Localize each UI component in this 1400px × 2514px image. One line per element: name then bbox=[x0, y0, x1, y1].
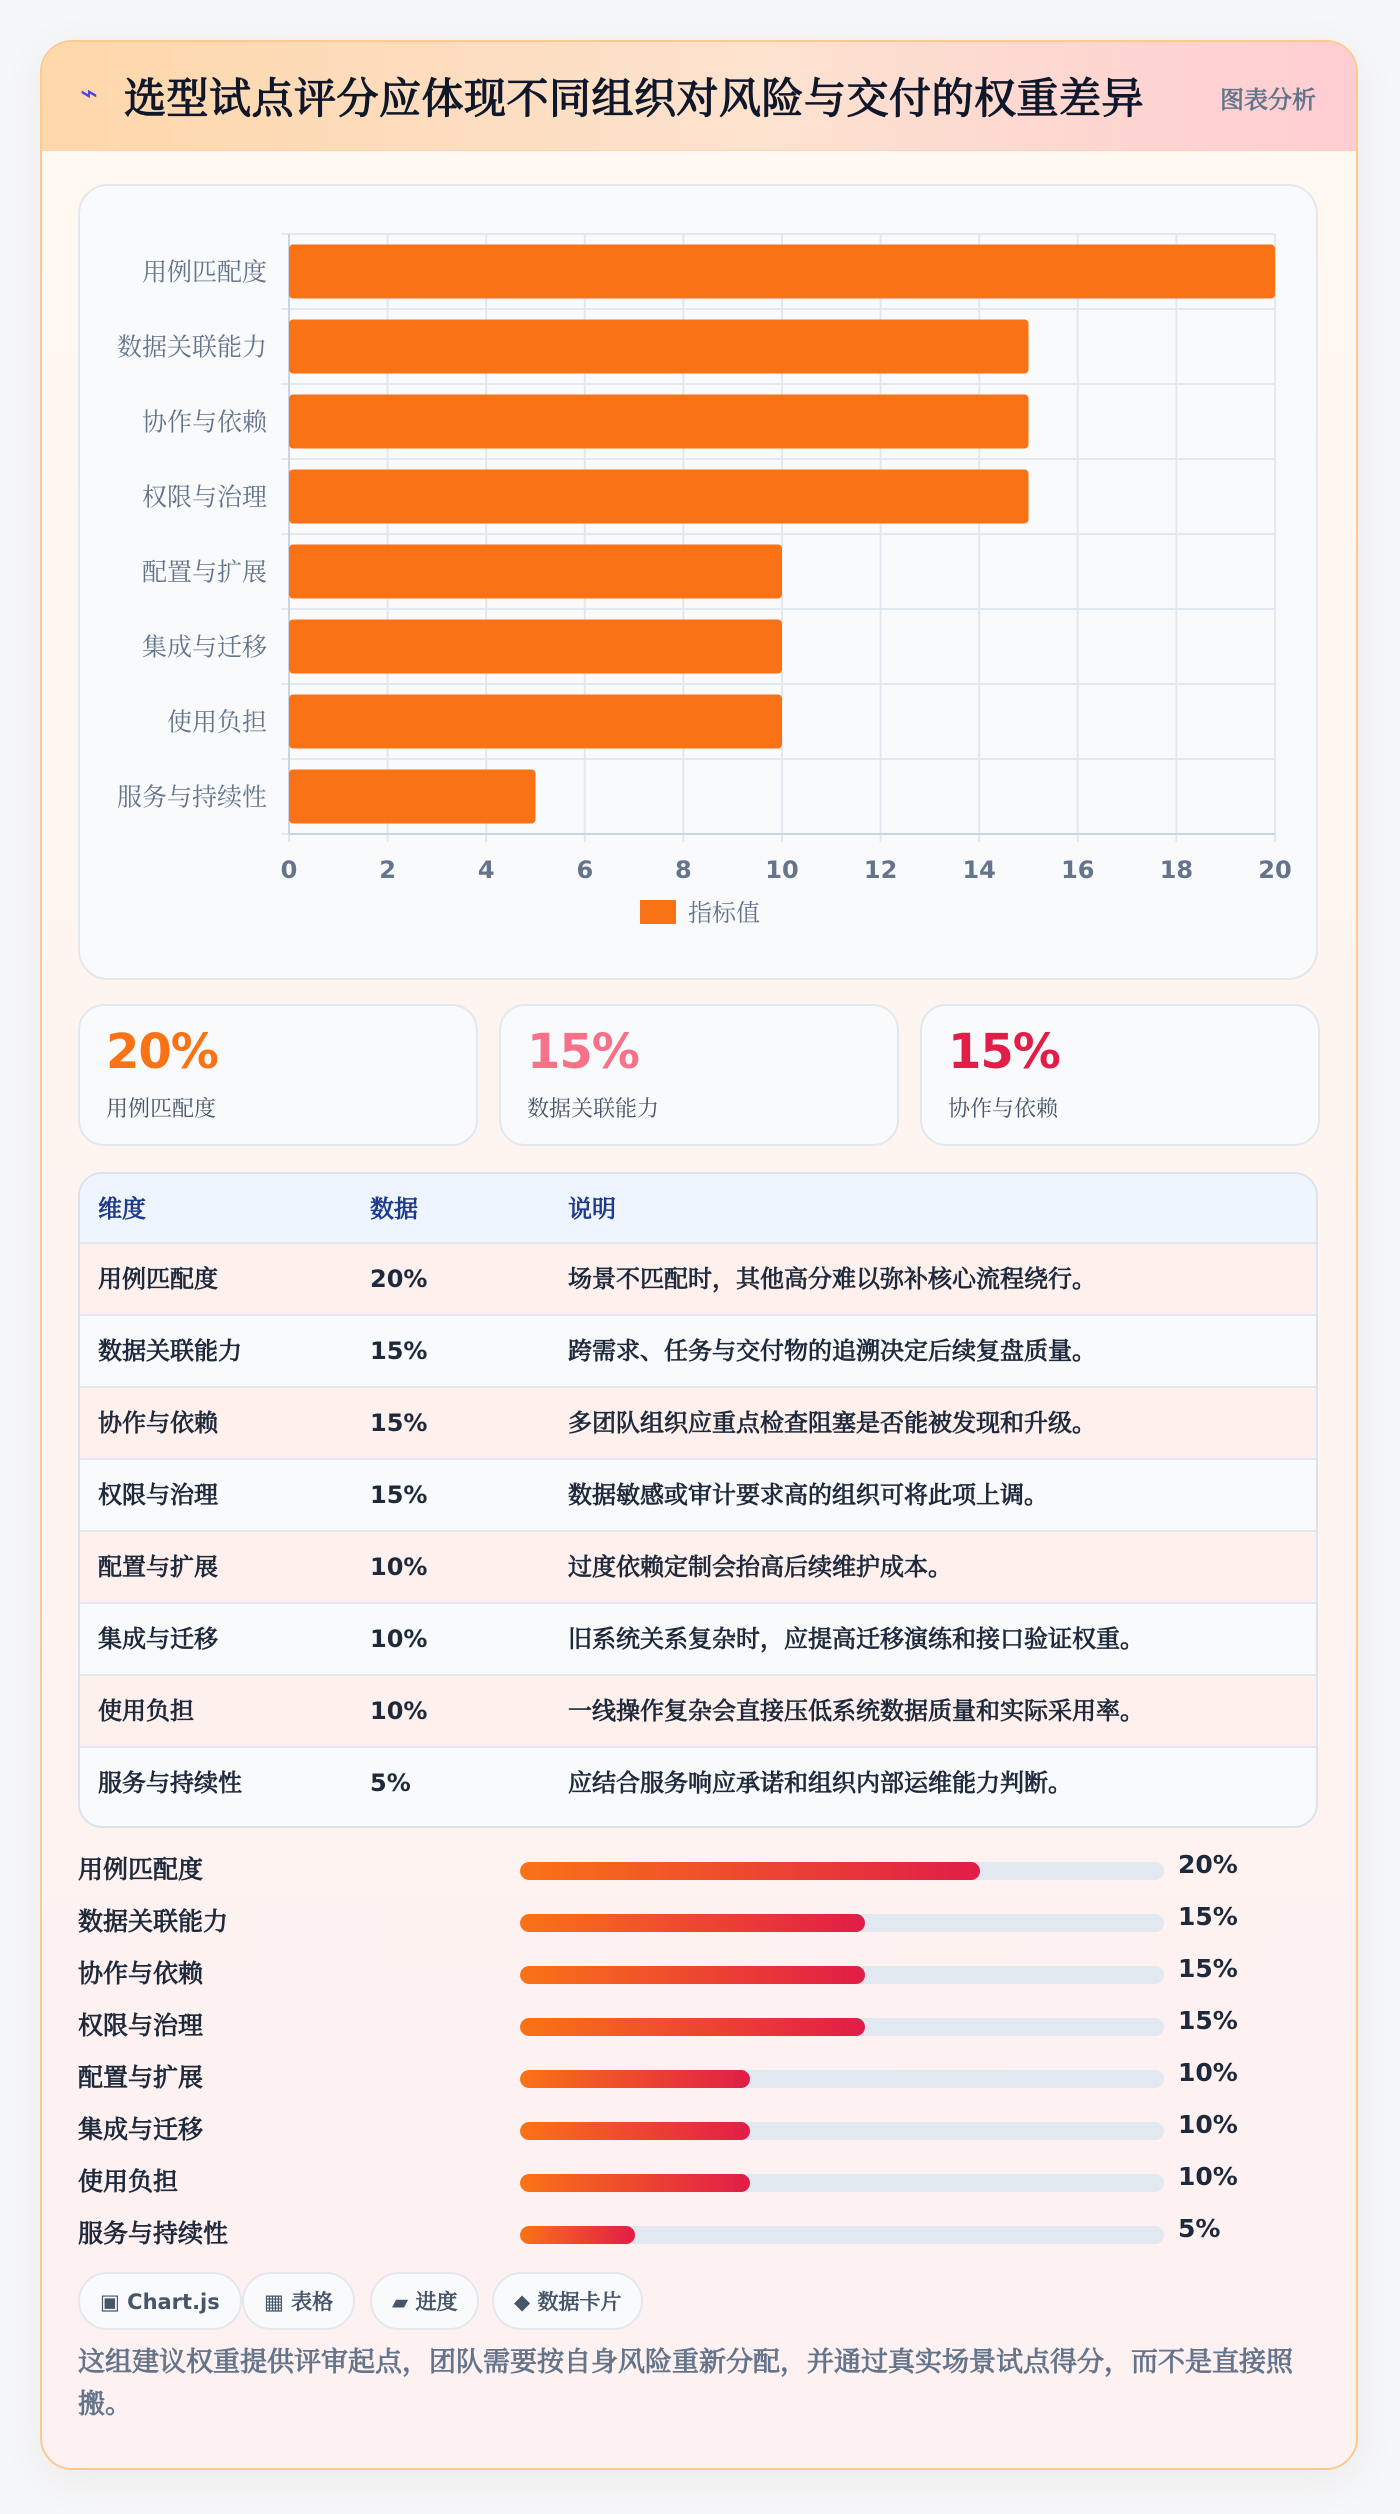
progress-track bbox=[520, 2122, 1164, 2140]
stat-label: 数据关联能力 bbox=[527, 1097, 660, 1122]
y-category-label: 集成与迁移 bbox=[141, 632, 267, 662]
y-category-label: 用例匹配度 bbox=[141, 257, 267, 287]
table-cell-description: 跨需求、任务与交付物的追溯决定后续复盘质量。 bbox=[568, 1337, 1096, 1365]
stat-card bbox=[78, 1004, 478, 1146]
table-cell-dimension: 协作与依赖 bbox=[98, 1409, 218, 1437]
progress-label: 集成与迁移 bbox=[78, 2115, 204, 2144]
table-cell-dimension: 服务与持续性 bbox=[98, 1769, 242, 1797]
weights-table bbox=[78, 1172, 1318, 1828]
progress-track bbox=[520, 1862, 1164, 1880]
bar bbox=[289, 545, 782, 599]
table-header-description: 说明 bbox=[568, 1195, 616, 1223]
table-cell-data: 15% bbox=[370, 1337, 428, 1365]
chip-chartjs[interactable]: ▣ Chart.js bbox=[78, 2272, 242, 2330]
progress-value: 15% bbox=[1178, 2006, 1238, 2035]
progress-fill bbox=[520, 2226, 635, 2244]
progress-track bbox=[520, 2226, 1164, 2244]
stat-label: 用例匹配度 bbox=[106, 1097, 217, 1122]
progress-value: 10% bbox=[1178, 2162, 1238, 2191]
stat-card bbox=[499, 1004, 899, 1146]
lightning-icon: ⌁ bbox=[80, 76, 99, 111]
x-tick-label: 8 bbox=[675, 856, 692, 884]
table-cell-data: 10% bbox=[370, 1697, 428, 1725]
stat-card bbox=[920, 1004, 1320, 1146]
table-cell-description: 一线操作复杂会直接压低系统数据质量和实际采用率。 bbox=[568, 1697, 1144, 1725]
y-category-label: 配置与扩展 bbox=[141, 557, 267, 587]
table-header-row bbox=[80, 1174, 1316, 1244]
table-cell-dimension: 配置与扩展 bbox=[98, 1553, 218, 1581]
stat-value: 20% bbox=[106, 1024, 218, 1080]
table-cell-data: 20% bbox=[370, 1265, 428, 1293]
progress-fill bbox=[520, 1966, 865, 1984]
progress-track bbox=[520, 1966, 1164, 1984]
progress-track bbox=[520, 2018, 1164, 2036]
table-cell-description: 旧系统关系复杂时，应提高迁移演练和接口验证权重。 bbox=[568, 1625, 1144, 1653]
table-row bbox=[80, 1316, 1316, 1388]
progress-value: 15% bbox=[1178, 1954, 1238, 1983]
legend-swatch bbox=[640, 900, 676, 924]
table-cell-data: 5% bbox=[370, 1769, 411, 1797]
stat-label: 协作与依赖 bbox=[948, 1097, 1059, 1122]
progress-label: 协作与依赖 bbox=[78, 1959, 204, 1988]
x-tick-label: 0 bbox=[280, 856, 298, 884]
bar bbox=[289, 620, 782, 674]
progress-label: 服务与持续性 bbox=[78, 2219, 229, 2248]
table-cell-dimension: 集成与迁移 bbox=[98, 1625, 218, 1653]
progress-label: 权限与治理 bbox=[78, 2011, 204, 2040]
table-cell-data: 10% bbox=[370, 1553, 428, 1581]
table-row bbox=[80, 1388, 1316, 1460]
bar bbox=[289, 395, 1029, 449]
bar-chart bbox=[80, 186, 1320, 982]
y-category-label: 使用负担 bbox=[166, 707, 267, 737]
progress-value: 15% bbox=[1178, 1902, 1238, 1931]
bar bbox=[289, 470, 1029, 524]
table-cell-data: 15% bbox=[370, 1409, 428, 1437]
table-row bbox=[80, 1532, 1316, 1604]
table-cell-data: 15% bbox=[370, 1481, 428, 1509]
progress-row bbox=[78, 1946, 1318, 1998]
x-tick-label: 16 bbox=[1061, 856, 1095, 884]
progress-label: 数据关联能力 bbox=[78, 1907, 229, 1936]
x-tick-label: 20 bbox=[1258, 856, 1292, 884]
table-header-data: 数据 bbox=[370, 1195, 418, 1223]
progress-fill bbox=[520, 1862, 980, 1880]
table-row bbox=[80, 1460, 1316, 1532]
card-header bbox=[42, 42, 1356, 151]
x-tick-label: 10 bbox=[765, 856, 799, 884]
progress-row bbox=[78, 1998, 1318, 2050]
progress-row bbox=[78, 2102, 1318, 2154]
progress-fill bbox=[520, 2174, 750, 2192]
progress-row bbox=[78, 1842, 1318, 1894]
progress-fill bbox=[520, 1914, 865, 1932]
chart-panel bbox=[78, 184, 1318, 980]
progress-fill bbox=[520, 2122, 750, 2140]
y-category-label: 服务与持续性 bbox=[116, 782, 267, 812]
legend-label: 指标值 bbox=[688, 899, 760, 927]
stat-value: 15% bbox=[527, 1024, 639, 1080]
progress-row bbox=[78, 2050, 1318, 2102]
x-tick-label: 6 bbox=[576, 856, 594, 884]
progress-track bbox=[520, 2174, 1164, 2192]
chip-progress[interactable]: ▰ 进度 bbox=[370, 2272, 479, 2330]
progress-value: 20% bbox=[1178, 1850, 1238, 1879]
table-row bbox=[80, 1604, 1316, 1676]
chart-analysis-tag: 图表分析 bbox=[1220, 86, 1316, 114]
table-cell-description: 多团队组织应重点检查阻塞是否能被发现和升级。 bbox=[568, 1409, 1096, 1437]
progress-value: 10% bbox=[1178, 2110, 1238, 2139]
progress-row bbox=[78, 2154, 1318, 2206]
x-tick-label: 14 bbox=[962, 856, 996, 884]
table-cell-description: 场景不匹配时，其他高分难以弥补核心流程绕行。 bbox=[568, 1265, 1096, 1293]
progress-fill bbox=[520, 2018, 865, 2036]
table-cell-dimension: 用例匹配度 bbox=[98, 1265, 218, 1293]
table-header-dimension: 维度 bbox=[98, 1195, 146, 1223]
y-category-label: 数据关联能力 bbox=[116, 332, 267, 362]
progress-track bbox=[520, 2070, 1164, 2088]
progress-row bbox=[78, 2206, 1318, 2258]
bar bbox=[289, 770, 536, 824]
chip-data-cards[interactable]: ◆ 数据卡片 bbox=[492, 2272, 643, 2330]
table-cell-dimension: 权限与治理 bbox=[98, 1481, 218, 1509]
footer-note: 这组建议权重提供评审起点，团队需要按自身风险重新分配，并通过真实场景试点得分，而不是直接照搬。 bbox=[78, 2347, 1293, 2420]
table-row bbox=[80, 1748, 1316, 1820]
table-cell-dimension: 数据关联能力 bbox=[98, 1337, 242, 1365]
table-row bbox=[80, 1244, 1316, 1316]
progress-track bbox=[520, 1914, 1164, 1932]
table-cell-dimension: 使用负担 bbox=[98, 1697, 194, 1725]
progress-label: 使用负担 bbox=[78, 2167, 179, 2196]
y-category-label: 权限与治理 bbox=[141, 482, 267, 512]
x-tick-label: 4 bbox=[477, 856, 495, 884]
table-cell-data: 10% bbox=[370, 1625, 428, 1653]
x-tick-label: 12 bbox=[863, 856, 898, 884]
page-title: 选型试点评分应体现不同组织对风险与交付的权重差异 bbox=[124, 74, 1145, 123]
bar bbox=[289, 245, 1275, 299]
bar bbox=[289, 695, 782, 749]
table-cell-description: 数据敏感或审计要求高的组织可将此项上调。 bbox=[568, 1481, 1048, 1509]
progress-label: 配置与扩展 bbox=[78, 2063, 204, 2092]
y-category-label: 协作与依赖 bbox=[141, 407, 267, 437]
x-tick-label: 2 bbox=[379, 856, 396, 884]
stat-value: 15% bbox=[948, 1024, 1060, 1080]
progress-value: 5% bbox=[1178, 2214, 1221, 2243]
progress-value: 10% bbox=[1178, 2058, 1238, 2087]
progress-fill bbox=[520, 2070, 750, 2088]
chip-table[interactable]: ▦ 表格 bbox=[242, 2272, 355, 2330]
table-cell-description: 过度依赖定制会抬高后续维护成本。 bbox=[568, 1553, 952, 1581]
progress-label: 用例匹配度 bbox=[78, 1855, 204, 1884]
bar bbox=[289, 320, 1029, 374]
table-cell-description: 应结合服务响应承诺和组织内部运维能力判断。 bbox=[568, 1769, 1072, 1797]
progress-row bbox=[78, 1894, 1318, 1946]
x-tick-label: 18 bbox=[1159, 856, 1194, 884]
table-row bbox=[80, 1676, 1316, 1748]
